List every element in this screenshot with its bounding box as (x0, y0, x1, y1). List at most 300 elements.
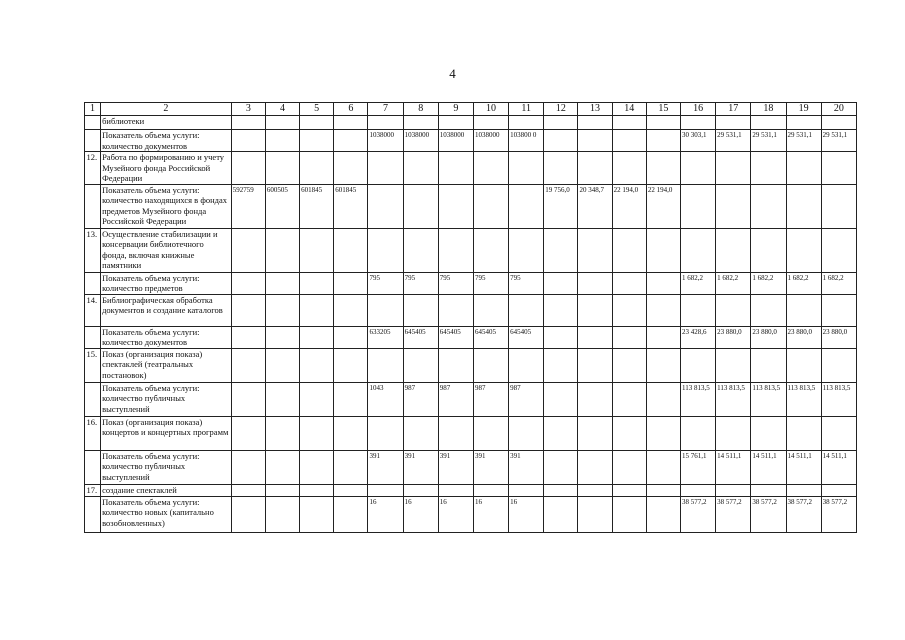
value-cell (578, 484, 612, 496)
value-cell (300, 450, 334, 484)
value-cell: 103800 0 (509, 130, 544, 152)
value-cell: 22 194,0 (612, 184, 646, 228)
value-cell: 391 (368, 450, 403, 484)
row-name: Показатель объема услуги: количество новых (капитально возобновленных) (101, 496, 232, 532)
value-cell (680, 184, 715, 228)
table-row (85, 228, 857, 272)
value-cell (646, 496, 680, 532)
value-cell (578, 272, 612, 294)
value-cell (368, 228, 403, 272)
value-cell (544, 348, 578, 382)
value-cell: 22 194,0 (646, 184, 680, 228)
page-number: 4 (449, 66, 456, 81)
table-row (85, 348, 857, 382)
value-cell (786, 294, 821, 326)
value-cell (751, 484, 786, 496)
value-cell (265, 382, 299, 416)
value-cell (821, 348, 856, 382)
value-cell (403, 416, 438, 450)
value-cell: 391 (473, 450, 508, 484)
value-cell (612, 294, 646, 326)
value-cell (716, 116, 751, 130)
value-cell (751, 116, 786, 130)
value-cell (403, 228, 438, 272)
value-cell: 987 (403, 382, 438, 416)
value-cell (438, 184, 473, 228)
value-cell: 23 880,0 (786, 326, 821, 348)
value-cell (821, 294, 856, 326)
value-cell (231, 294, 265, 326)
value-cell: 645405 (509, 326, 544, 348)
value-cell: 16 (403, 496, 438, 532)
value-cell (716, 228, 751, 272)
value-cell: 795 (473, 272, 508, 294)
value-cell (368, 416, 403, 450)
value-cell (578, 228, 612, 272)
value-cell (231, 326, 265, 348)
value-cell (368, 294, 403, 326)
header-cell: 12 (544, 103, 578, 116)
value-cell (786, 484, 821, 496)
value-cell (646, 152, 680, 185)
value-cell (265, 152, 299, 185)
value-cell (231, 116, 265, 130)
table-row (85, 152, 857, 185)
header-cell: 8 (403, 103, 438, 116)
value-cell (544, 484, 578, 496)
header-cell: 7 (368, 103, 403, 116)
row-number (85, 450, 101, 484)
value-cell: 19 756,0 (544, 184, 578, 228)
value-cell: 113 813,5 (821, 382, 856, 416)
value-cell (544, 116, 578, 130)
value-cell (438, 348, 473, 382)
value-cell: 795 (438, 272, 473, 294)
header-cell: 6 (334, 103, 368, 116)
value-cell (300, 130, 334, 152)
row-name: Показатель объема услуги: количество публичных выступлений (101, 382, 232, 416)
value-cell: 23 880,0 (821, 326, 856, 348)
table-row (85, 416, 857, 450)
value-cell (265, 416, 299, 450)
value-cell (612, 382, 646, 416)
header-cell: 15 (646, 103, 680, 116)
row-number (85, 116, 101, 130)
value-cell: 16 (509, 496, 544, 532)
row-name: Показ (организация показа) концертов и концертных программ (101, 416, 232, 450)
table-row (85, 130, 857, 152)
value-cell (646, 116, 680, 130)
value-cell (368, 348, 403, 382)
value-cell: 23 428,6 (680, 326, 715, 348)
value-cell (751, 348, 786, 382)
value-cell (368, 152, 403, 185)
row-name: библиотеки (101, 116, 232, 130)
value-cell (544, 382, 578, 416)
value-cell (612, 450, 646, 484)
value-cell (716, 184, 751, 228)
value-cell (680, 348, 715, 382)
value-cell: 14 511,1 (786, 450, 821, 484)
value-cell (403, 152, 438, 185)
value-cell: 113 813,5 (786, 382, 821, 416)
value-cell (265, 484, 299, 496)
value-cell: 600505 (265, 184, 299, 228)
value-cell: 20 348,7 (578, 184, 612, 228)
table-row (85, 496, 857, 532)
value-cell (334, 496, 368, 532)
value-cell (438, 484, 473, 496)
value-cell (473, 294, 508, 326)
value-cell (646, 484, 680, 496)
value-cell: 23 880,0 (716, 326, 751, 348)
header-cell: 11 (509, 103, 544, 116)
row-number (85, 496, 101, 532)
value-cell: 38 577,2 (786, 496, 821, 532)
header-row (85, 103, 857, 116)
value-cell (334, 326, 368, 348)
value-cell (578, 496, 612, 532)
value-cell: 38 577,2 (680, 496, 715, 532)
value-cell (716, 348, 751, 382)
row-name: Показатель объема услуги: количество публичных выступлений (101, 450, 232, 484)
value-cell (473, 184, 508, 228)
value-cell (646, 416, 680, 450)
row-number (85, 184, 101, 228)
value-cell: 16 (473, 496, 508, 532)
value-cell: 645405 (438, 326, 473, 348)
value-cell (544, 294, 578, 326)
value-cell (265, 294, 299, 326)
header-cell: 20 (821, 103, 856, 116)
value-cell (646, 450, 680, 484)
value-cell (509, 348, 544, 382)
row-number (85, 326, 101, 348)
value-cell: 601845 (334, 184, 368, 228)
value-cell (612, 348, 646, 382)
value-cell (612, 228, 646, 272)
header-cell: 16 (680, 103, 715, 116)
value-cell (612, 130, 646, 152)
value-cell (509, 152, 544, 185)
value-cell (680, 152, 715, 185)
value-cell (716, 294, 751, 326)
value-cell (716, 484, 751, 496)
table-row (85, 294, 857, 326)
value-cell (680, 116, 715, 130)
value-cell: 113 813,5 (716, 382, 751, 416)
value-cell (821, 484, 856, 496)
value-cell (821, 116, 856, 130)
table-row (85, 484, 857, 496)
header-cell: 10 (473, 103, 508, 116)
value-cell (265, 228, 299, 272)
value-cell (646, 348, 680, 382)
value-cell (368, 484, 403, 496)
value-cell (578, 326, 612, 348)
header-cell: 19 (786, 103, 821, 116)
value-cell (544, 130, 578, 152)
value-cell (300, 294, 334, 326)
value-cell: 601845 (300, 184, 334, 228)
value-cell (509, 228, 544, 272)
value-cell (334, 152, 368, 185)
value-cell (300, 416, 334, 450)
row-name: Осуществление стабилизации и консервации библиотечного фонда, включая книжные памятники (101, 228, 232, 272)
value-cell: 38 577,2 (751, 496, 786, 532)
value-cell: 1 682,2 (821, 272, 856, 294)
value-cell (403, 116, 438, 130)
value-cell (612, 484, 646, 496)
value-cell: 1038000 (473, 130, 508, 152)
value-cell: 1 682,2 (680, 272, 715, 294)
value-cell (821, 152, 856, 185)
value-cell (334, 272, 368, 294)
value-cell (334, 348, 368, 382)
table-row (85, 116, 857, 130)
value-cell (578, 450, 612, 484)
value-cell: 645405 (403, 326, 438, 348)
row-name: Показатель объема услуги: количество предметов (101, 272, 232, 294)
value-cell (438, 152, 473, 185)
value-cell (334, 228, 368, 272)
value-cell (265, 130, 299, 152)
value-cell: 1038000 (368, 130, 403, 152)
header-cell: 13 (578, 103, 612, 116)
value-cell (473, 416, 508, 450)
value-cell (300, 116, 334, 130)
value-cell (265, 450, 299, 484)
value-cell (473, 152, 508, 185)
row-name: Библиографическая обработка документов и создание каталогов (101, 294, 232, 326)
value-cell (231, 272, 265, 294)
value-cell (544, 326, 578, 348)
value-cell: 14 511,1 (716, 450, 751, 484)
value-cell (473, 228, 508, 272)
value-cell (646, 382, 680, 416)
value-cell (231, 496, 265, 532)
row-number: 17. (85, 484, 101, 496)
value-cell: 15 761,1 (680, 450, 715, 484)
value-cell (646, 228, 680, 272)
value-cell: 29 531,1 (786, 130, 821, 152)
table-row (85, 326, 857, 348)
value-cell (751, 416, 786, 450)
value-cell (612, 496, 646, 532)
value-cell (403, 184, 438, 228)
header-cell: 1 (85, 103, 101, 116)
value-cell (403, 294, 438, 326)
header-cell: 14 (612, 103, 646, 116)
value-cell: 391 (509, 450, 544, 484)
value-cell (334, 294, 368, 326)
value-cell (438, 228, 473, 272)
value-cell: 1038000 (438, 130, 473, 152)
value-cell (231, 484, 265, 496)
value-cell (544, 228, 578, 272)
value-cell: 113 813,5 (751, 382, 786, 416)
value-cell (544, 496, 578, 532)
value-cell: 29 531,1 (716, 130, 751, 152)
value-cell (578, 130, 612, 152)
value-cell (646, 294, 680, 326)
value-cell (300, 348, 334, 382)
row-name: Показатель объема услуги: количество находящихся в фондах предметов Музейного фонда Российской Федерации (101, 184, 232, 228)
value-cell (300, 326, 334, 348)
value-cell (680, 484, 715, 496)
value-cell (403, 348, 438, 382)
value-cell (646, 326, 680, 348)
header-cell: 17 (716, 103, 751, 116)
row-number: 16. (85, 416, 101, 450)
row-number: 12. (85, 152, 101, 185)
value-cell (786, 116, 821, 130)
value-cell (231, 152, 265, 185)
value-cell (334, 382, 368, 416)
value-cell (265, 116, 299, 130)
value-cell: 592759 (231, 184, 265, 228)
row-name: Показатель объема услуги: количество документов (101, 130, 232, 152)
table-row (85, 450, 857, 484)
value-cell (544, 450, 578, 484)
table-row (85, 272, 857, 294)
value-cell: 795 (509, 272, 544, 294)
value-cell (265, 326, 299, 348)
header-cell: 18 (751, 103, 786, 116)
value-cell (334, 416, 368, 450)
value-cell (786, 184, 821, 228)
row-number (85, 130, 101, 152)
value-cell: 987 (473, 382, 508, 416)
value-cell (473, 348, 508, 382)
value-cell (578, 116, 612, 130)
value-cell: 1 682,2 (751, 272, 786, 294)
value-cell (751, 152, 786, 185)
value-cell: 113 813,5 (680, 382, 715, 416)
data-table (84, 102, 857, 533)
value-cell (578, 382, 612, 416)
value-cell (680, 416, 715, 450)
value-cell (265, 272, 299, 294)
value-cell (473, 484, 508, 496)
value-cell: 1 682,2 (786, 272, 821, 294)
value-cell (300, 272, 334, 294)
value-cell: 16 (438, 496, 473, 532)
value-cell (612, 116, 646, 130)
value-cell: 795 (403, 272, 438, 294)
value-cell (821, 228, 856, 272)
header-cell: 5 (300, 103, 334, 116)
value-cell (368, 116, 403, 130)
value-cell (612, 326, 646, 348)
value-cell (265, 348, 299, 382)
row-number: 14. (85, 294, 101, 326)
value-cell (300, 228, 334, 272)
value-cell: 14 511,1 (751, 450, 786, 484)
table-row (85, 382, 857, 416)
header-cell: 9 (438, 103, 473, 116)
value-cell (821, 416, 856, 450)
value-cell (334, 116, 368, 130)
header-cell: 2 (101, 103, 232, 116)
value-cell: 29 531,1 (751, 130, 786, 152)
value-cell: 38 577,2 (821, 496, 856, 532)
value-cell (751, 294, 786, 326)
value-cell: 645405 (473, 326, 508, 348)
value-cell (646, 272, 680, 294)
value-cell (438, 416, 473, 450)
value-cell (578, 294, 612, 326)
value-cell (786, 348, 821, 382)
value-cell (231, 450, 265, 484)
row-name: Работа по формированию и учету Музейного фонда Российской Федерации (101, 152, 232, 185)
value-cell (612, 272, 646, 294)
value-cell (300, 152, 334, 185)
value-cell (578, 416, 612, 450)
value-cell (300, 484, 334, 496)
value-cell (231, 228, 265, 272)
value-cell: 38 577,2 (716, 496, 751, 532)
value-cell (334, 130, 368, 152)
row-name: Показ (организация показа) спектаклей (театральных постановок) (101, 348, 232, 382)
value-cell (821, 184, 856, 228)
value-cell (265, 496, 299, 532)
value-cell (334, 484, 368, 496)
header-cell: 4 (265, 103, 299, 116)
value-cell (509, 116, 544, 130)
value-cell (300, 496, 334, 532)
value-cell (751, 228, 786, 272)
value-cell: 795 (368, 272, 403, 294)
value-cell (509, 184, 544, 228)
value-cell (334, 450, 368, 484)
value-cell (612, 152, 646, 185)
value-cell (544, 152, 578, 185)
value-cell (368, 184, 403, 228)
value-cell (544, 416, 578, 450)
row-name: создание спектаклей (101, 484, 232, 496)
value-cell: 1 682,2 (716, 272, 751, 294)
value-cell: 987 (438, 382, 473, 416)
row-number (85, 382, 101, 416)
row-number (85, 272, 101, 294)
value-cell (786, 228, 821, 272)
value-cell (403, 484, 438, 496)
value-cell (578, 348, 612, 382)
value-cell (578, 152, 612, 185)
value-cell (438, 294, 473, 326)
value-cell (646, 130, 680, 152)
value-cell (509, 294, 544, 326)
value-cell (716, 416, 751, 450)
value-cell (680, 228, 715, 272)
value-cell: 14 511,1 (821, 450, 856, 484)
value-cell (231, 130, 265, 152)
value-cell (509, 484, 544, 496)
table-row (85, 184, 857, 228)
value-cell (473, 116, 508, 130)
value-cell: 987 (509, 382, 544, 416)
row-name: Показатель объема услуги: количество документов (101, 326, 232, 348)
value-cell (612, 416, 646, 450)
value-cell: 1043 (368, 382, 403, 416)
value-cell (231, 416, 265, 450)
value-cell (680, 294, 715, 326)
value-cell (786, 152, 821, 185)
row-number: 15. (85, 348, 101, 382)
value-cell (716, 152, 751, 185)
row-number: 13. (85, 228, 101, 272)
